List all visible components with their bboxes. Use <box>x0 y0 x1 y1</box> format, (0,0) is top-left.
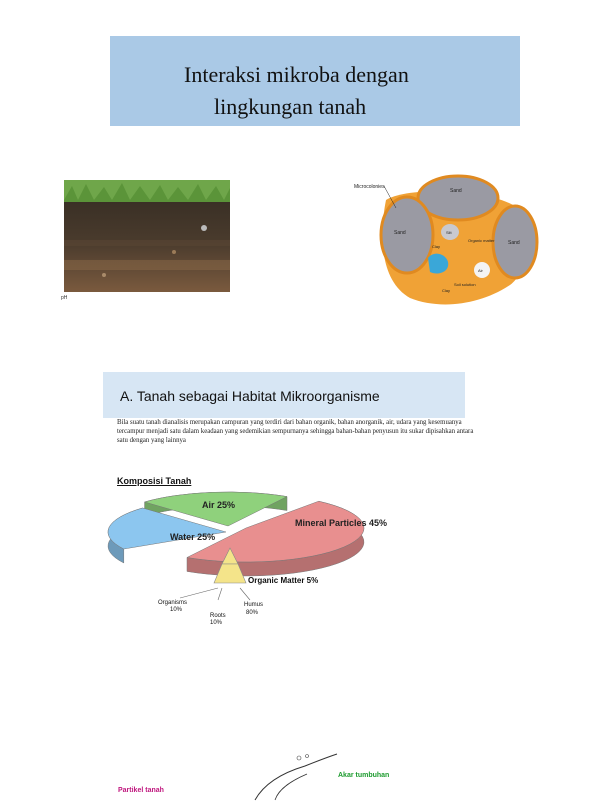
organic-matter-label: Organic Matter 5% <box>248 576 319 585</box>
svg-text:Sand: Sand <box>394 230 406 236</box>
svg-text:Sand: Sand <box>450 188 462 194</box>
soil-composition-pie-chart <box>110 488 388 638</box>
chart-title: Komposisi Tanah <box>117 476 192 486</box>
soil-profile-photo <box>64 180 230 292</box>
root-sketch <box>245 752 345 800</box>
humus-value: 80% <box>246 610 259 616</box>
svg-text:Soil solution: Soil solution <box>454 282 476 287</box>
humus-label: Humus <box>244 602 264 608</box>
pie-slice-label: Water 25% <box>170 532 216 542</box>
svg-text:Air: Air <box>478 268 483 273</box>
organisms-label: Organisms <box>158 600 188 606</box>
pie-slice-label: Air 25% <box>202 500 236 510</box>
sand-grain-left <box>381 197 433 273</box>
svg-text:Organic matter: Organic matter <box>468 238 495 243</box>
microcolonies-label: Microcolonies <box>354 184 385 190</box>
svg-text:Sand: Sand <box>508 240 520 246</box>
section-paragraph: Bila suatu tanah dianalisis merupakan campuran yang terdiri dari bahan organik, bahan anorganik, air, udara yang kesemuanya tercampur menjadi satu dalam keadaan yang sedemikian sempurnanya sehingga bahan-bahan penyusun itu sukar dipisahkan antara satu dengan yang lainnya <box>117 419 474 444</box>
title-line-2: lingkungan tanah <box>214 94 367 119</box>
soil-particle-label: Partikel tanah <box>118 787 164 794</box>
title-line-1: Interaksi mikroba dengan <box>184 62 409 87</box>
svg-text:Clay: Clay <box>442 288 451 293</box>
svg-text:Silt: Silt <box>446 230 452 235</box>
section-title: A. Tanah sebagai Habitat Mikroorganisme <box>120 388 380 404</box>
photo-caption: pH <box>61 295 68 301</box>
organisms-value: 10% <box>170 607 183 613</box>
plant-root-label: Akar tumbuhan <box>338 772 390 779</box>
soil-aggregate-diagram <box>350 170 540 310</box>
pie-slice-label: Mineral Particles 45% <box>295 518 388 528</box>
roots-label: Roots <box>210 613 226 619</box>
svg-text:Clay: Clay <box>432 244 441 249</box>
roots-value: 10% <box>210 620 223 626</box>
